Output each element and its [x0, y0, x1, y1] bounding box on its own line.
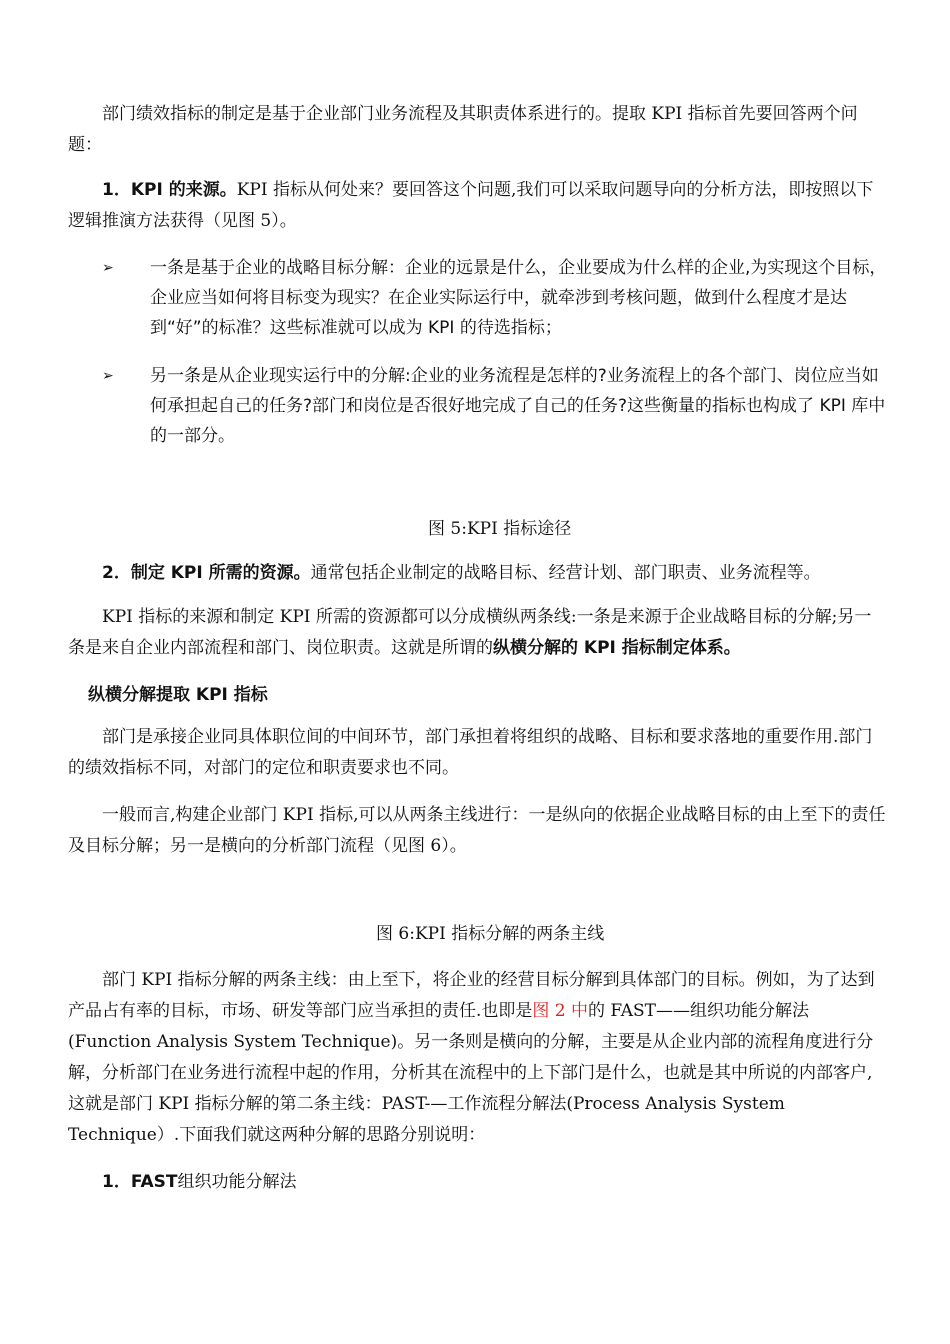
kpi-resources-text: 通常包括企业制定的战略目标、经营计划、部门职责、业务流程等。	[310, 563, 821, 583]
two-lines-text-before: 部门 KPI 指标分解的两条主线：由上至下，将企业的经营目标分解到具体部门的目标。例如，为了达到产品占有率的目标，市场、研发等部门应当承担的责任.也即是	[68, 970, 875, 1021]
arrow-bullet-icon: ➢	[102, 368, 114, 384]
figure-6-caption: 图 6:KPI 指标分解的两条主线	[376, 924, 605, 944]
kpi-resources-label: 2．制定 KPI 所需的资源。	[102, 563, 311, 583]
bullet-strategy-text: 一条是基于企业的战略目标分解：企业的远景是什么，企业要成为什么样的企业,为实现这个目标，企业应当如何将目标变为现实？在企业实际运行中，就牵涉到考核问题，做到什么程度才是达到“好”的标准？这些标准就可以成为 KPI 的待选指标；	[150, 258, 887, 338]
fast-heading-number: 1．	[102, 1172, 131, 1192]
bullet-strategy	[102, 253, 892, 343]
kpi-source-label: 1．KPI 的来源。	[102, 180, 237, 200]
department-paragraph: 部门是承接企业同具体职位间的中间环节，部门承担着将组织的战略、目标和要求落地的重要作用.部门的绩效指标不同，对部门的定位和职责要求也不同。	[68, 727, 873, 778]
sources-bold-text: 纵横分解的 KPI 指标制定体系。	[493, 638, 741, 658]
build-kpi-paragraph: 一般而言,构建企业部门 KPI 指标,可以从两条主线进行：一是纵向的依据企业战略目标的由上至下的责任及目标分解；另一是横向的分析部门流程（见图 6）。	[68, 805, 886, 856]
kpi-source-text: KPI 指标从何处来？要回答这个问题,我们可以采取问题导向的分析方法，即按照以下逻辑推演方法获得（见图 5）。	[68, 180, 874, 231]
two-lines-paragraph	[68, 965, 888, 1151]
bullet-operation	[102, 361, 892, 451]
fast-heading-bold: FAST	[130, 1172, 178, 1192]
section-heading: 纵横分解提取 KPI 指标	[88, 685, 268, 705]
two-lines-text-after: 的 FAST——组织功能分解法(Function Analysis System Technique)。另一条则是横向的分解，主要是从企业内部的流程角度进行分解，分析部门在业务进行流程中起的作用，分析其在流程中的上下部门是什么，也就是其中所说的内部客户,这就是部门 KPI 指标分解的第二条主线：PAST-—工作流程分解法(Process Analysis System Technique）.下面我们就这两种分解的思路分别说明：	[68, 1001, 874, 1145]
kpi-source-paragraph	[68, 175, 888, 237]
bullet-operation-text: 另一条是从企业现实运行中的分解:企业的业务流程是怎样的?业务流程上的各个部门、岗位应当如何承担起自己的任务?部门和岗位是否很好地完成了自己的任务?这些衡量的指标也构成了 KPI 库中的一部分。	[150, 366, 886, 446]
figure-5-caption: 图 5:KPI 指标途径	[428, 519, 572, 539]
figure-2-link-text: 图 2 中	[532, 1001, 589, 1021]
sources-text: KPI 指标的来源和制定 KPI 所需的资源都可以分成横纵两条线:一条是来源于企业战略目标的分解;另一条是来自企业内部流程和部门、岗位职责。这就是所谓的	[68, 607, 872, 658]
intro-paragraph: 部门绩效指标的制定是基于企业部门业务流程及其职责体系进行的。提取 KPI 指标首先要回答两个问题：	[68, 104, 858, 155]
fast-heading-rest: 组织功能分解法	[177, 1172, 297, 1192]
kpi-resources-paragraph	[68, 558, 888, 589]
arrow-bullet-icon: ➢	[102, 260, 114, 276]
fast-heading	[102, 1167, 297, 1197]
sources-paragraph	[68, 602, 888, 664]
